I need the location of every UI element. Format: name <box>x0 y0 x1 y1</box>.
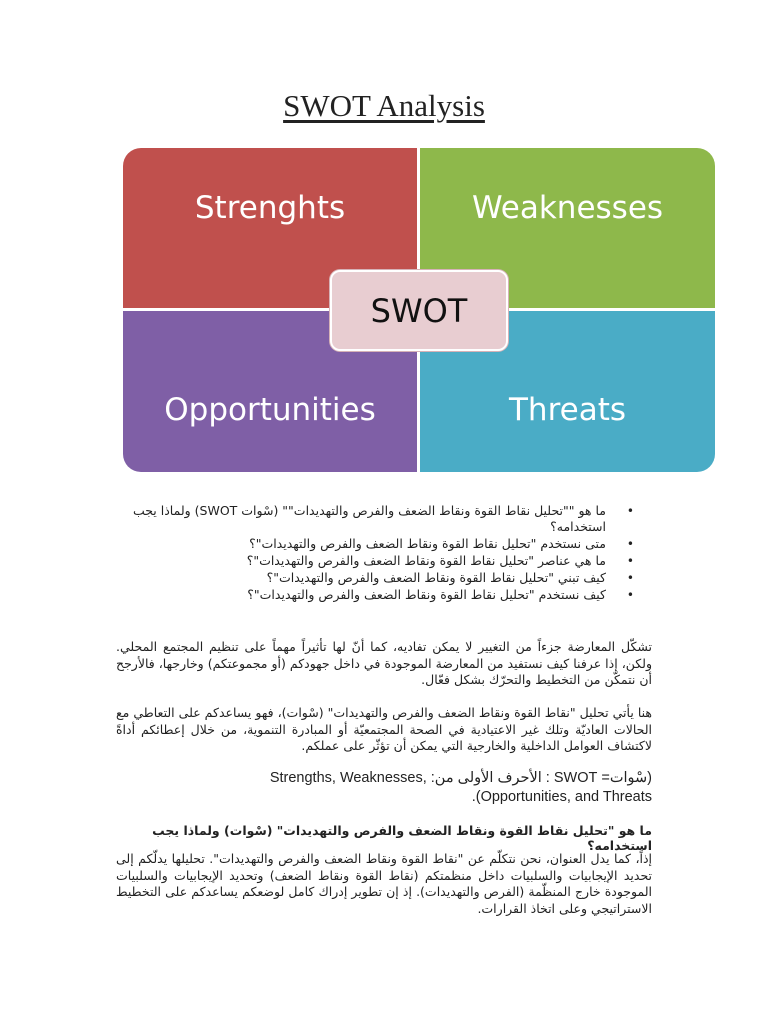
questions-list <box>110 503 640 604</box>
list-item: • ما هي عناصر "تحليل نقاط القوة ونقاط الضعف والفرص والتهديدات"؟ <box>110 553 640 569</box>
section-heading: ما هو "تحليل نقاط القوة ونقاط الضعف والفرص والتهديدات" (سْوات) ولماذا يجب استخدامه؟ <box>152 823 652 853</box>
swot-center-box: SWOT <box>330 270 508 351</box>
acronym-line-1: (سْوات= SWOT : الأحرف الأولى من: ,Strengths, Weaknesses <box>269 770 652 786</box>
swot-paragraph: هنا يأتي تحليل "نقاط القوة ونقاط الضعف والفرص والتهديدات" (سْوات)، فهو يساعدكم على التعاطي مع الحالات العاديّة وتلك غير الاعتيادية في الصحة المجتمعيّة أو المبادرة التنموية، من خلال إعطائكم أداةً لاكتشاف العوامل الداخلية والخارجية التي يمكن أن تؤثّر على عملكم. <box>116 705 652 753</box>
acronym-line-2: Opportunities, and Threats). <box>471 789 652 805</box>
strengths-label: Strenghts <box>194 190 346 226</box>
list-item: • كيف نستخدم "تحليل نقاط القوة ونقاط الضعف والفرص والتهديدات"؟ <box>110 587 640 603</box>
list-item: • متى نستخدم "تحليل نقاط القوة ونقاط الضعف والفرص والتهديدات"؟ <box>110 536 640 552</box>
definition-paragraph: إذاً، كما يدل العنوان، نحن نتكلّم عن "نقاط القوة ونقاط الضعف والفرص والتهديدات". تحليلها يدلّكم إلى تحديد الإيجابيات والسلبيات داخل منظمتكم (نقاط القوة ونقاط الضعف) وتحديد الإيجابيات والسلبيات الموجودة خارج المنظّمة (الفرص والتهديدات). إذ إن تطوير إدراك كامل لوضعكم يساعدكم على التخطيط الاستراتيجي وعلى اتخاذ القرارات. <box>116 851 652 916</box>
intro-paragraph: تشكّل المعارضة جزءاً من التغيير لا يمكن تفاديه، كما أنّ لها تأثيراً مهماً على تنظيم المجتمع المحلي. ولكن، إذا عرفنا كيف نستفيد من المعارضة الموجودة في داخل جهودكم (أو مجموعتكم) وخارجها، فالأرجح أن نتمكّن من التخطيط والتحرّك بشكل فعّال. <box>116 639 652 687</box>
page-title: SWOT Analysis <box>283 88 485 123</box>
list-item: • ما هو ""تحليل نقاط القوة ونقاط الضعف والفرص والتهديدات"" (سْوات SWOT) ولماذا يجب استخدامه؟ <box>110 503 640 535</box>
threats-label: Threats <box>508 391 627 428</box>
list-item: • كيف تبني "تحليل نقاط القوة ونقاط الضعف والفرص والتهديدات"؟ <box>110 570 640 586</box>
weaknesses-label: Weaknesses <box>471 190 664 226</box>
opportunities-label: Opportunities <box>164 391 376 428</box>
